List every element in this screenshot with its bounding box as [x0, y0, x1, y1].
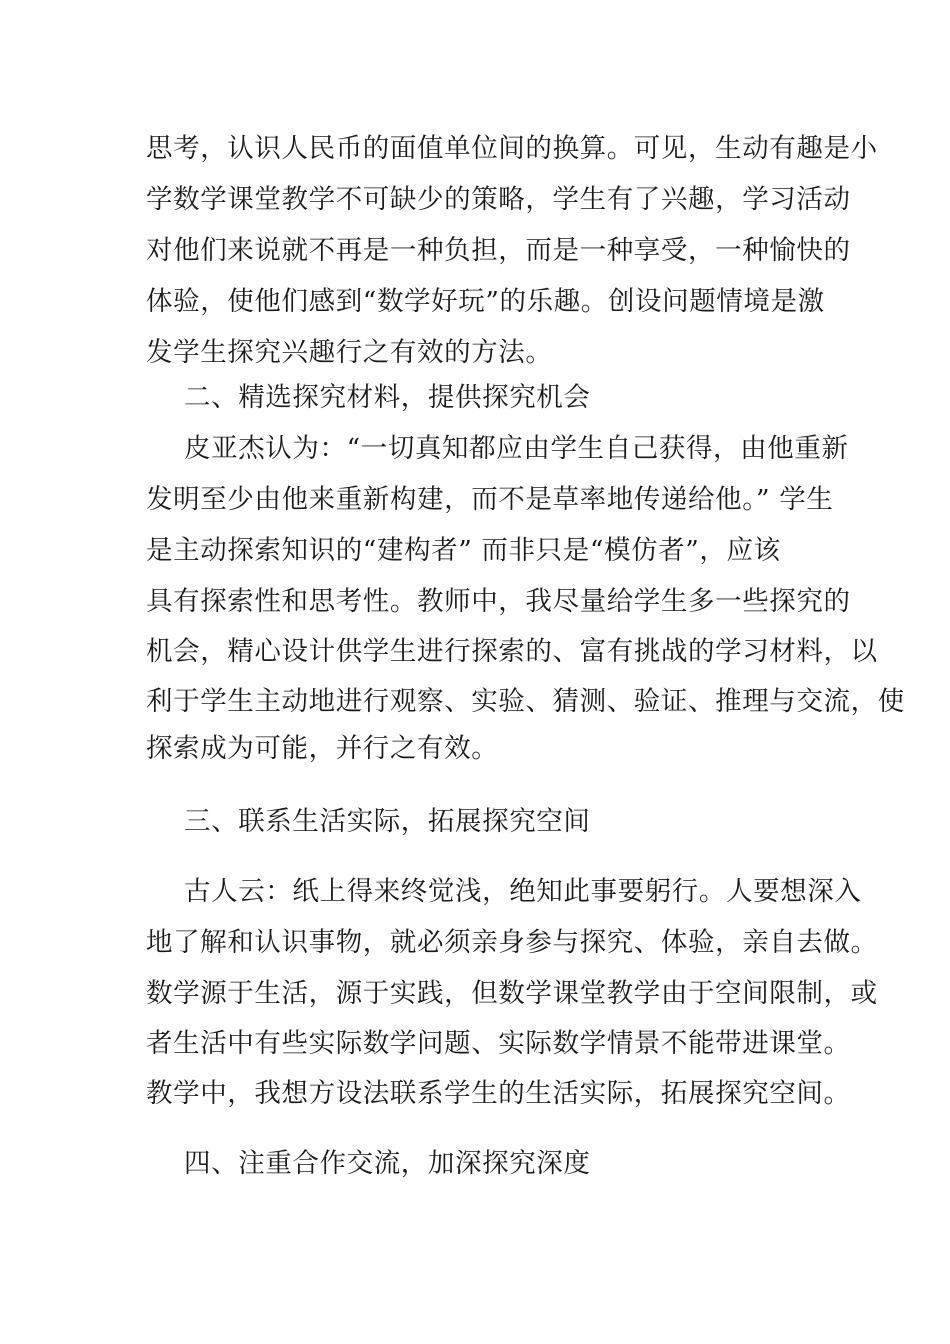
paragraph-1-line-4: 体验，使他们感到“数学好玩”的乐趣。创设问题情境是激 — [146, 286, 825, 317]
paragraph-2-line-3: 是主动探索知识的“建构者” 而非只是“模仿者”，应该 — [146, 535, 781, 566]
paragraph-3-line-2: 地了解和认识事物，就必须亲身参与探究、体验，亲自去做。 — [146, 927, 878, 958]
paragraph-2-line-5: 机会，精心设计供学生进行探索的、富有挑战的学习材料，以 — [146, 636, 878, 667]
paragraph-1-line-5: 发学生探究兴趣行之有效的方法。 — [146, 337, 553, 368]
paragraph-2-line-2: 发明至少由他来重新构建，而不是草率地传递给他。” 学生 — [146, 484, 834, 515]
paragraph-3-line-1: 古人云：纸上得来终觉浅，绝知此事要躬行。人要想深入 — [184, 876, 862, 907]
section-heading-2: 二、精选探究材料，提供探究机会 — [184, 382, 591, 413]
paragraph-3-line-4: 者生活中有些实际数学问题、实际数学情景不能带进课堂。 — [146, 1028, 851, 1059]
section-heading-4: 四、注重合作交流，加深探究深度 — [184, 1148, 591, 1179]
paragraph-2-line-7: 探索成为可能，并行之有效。 — [146, 733, 499, 764]
paragraph-2-line-4: 具有探索性和思考性。教师中，我尽量给学生多一些探究的 — [146, 586, 851, 617]
paragraph-3-line-5: 教学中，我想方设法联系学生的生活实际，拓展探究空间。 — [146, 1078, 851, 1109]
paragraph-1-line-1: 思考，认识人民币的面值单位间的换算。可见，生动有趣是小 — [146, 133, 878, 164]
paragraph-2-line-6: 利于学生主动地进行观察、实验、猜测、验证、推理与交流，使 — [146, 686, 905, 717]
paragraph-3-line-3: 数学源于生活，源于实践，但数学课堂教学由于空间限制，或 — [146, 978, 878, 1009]
section-heading-3: 三、联系生活实际，拓展探究空间 — [184, 806, 591, 837]
paragraph-1-line-3: 对他们来说就不再是一种负担，而是一种享受，一种愉快的 — [146, 235, 851, 266]
paragraph-2-line-1: 皮亚杰认为：“一切真知都应由学生自己获得，由他重新 — [184, 433, 849, 464]
paragraph-1-line-2: 学数学课堂教学不可缺少的策略，学生有了兴趣，学习活动 — [146, 184, 851, 215]
